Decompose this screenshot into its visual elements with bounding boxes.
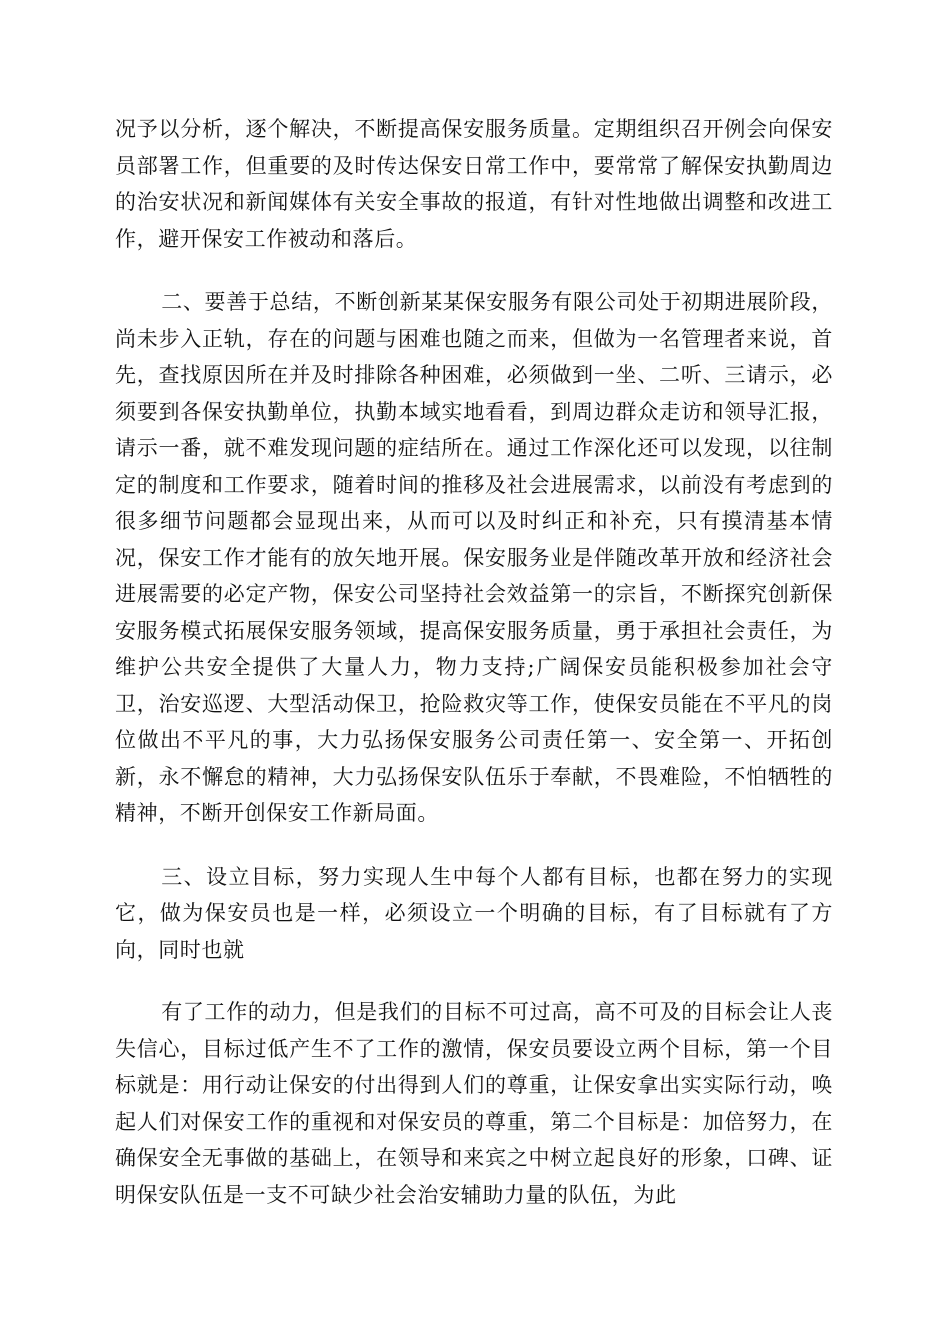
document-page [115,111,833,1213]
paragraph-2: 二、要善于总结，不断创新某某保安服务有限公司处于初期进展阶段，尚未步入正轨，存在的问题与困难也随之而来，但做为一名管理者来说，首先，查找原因所在并及时排除各种困难，必须做到一坐、二听、三请示，必须要到各保安执勤单位，执勤本域实地看看，到周边群众走访和领导汇报，请示一番，就不难发现问题的症结所在。通过工作深化还可以发现，以往制定的制度和工作要求，随着时间的推移及社会进展需求，以前没有考虑到的很多细节问题都会显现出来，从而可以及时纠正和补充，只有摸清基本情况，保安工作才能有的放矢地开展。保安服务业是伴随改革开放和经济社会进展需要的必定产物，保安公司坚持社会效益第一的宗旨，不断探究创新保安服务模式拓展保安服务领域，提高保安服务质量，勇于承担社会责任，为维护公共安全提供了大量人力，物力支持;广阔保安员能积极参加社会守卫，治安巡逻、大型活动保卫，抢险救灾等工作，使保安员能在不平凡的岗位做出不平凡的事，大力弘扬保安服务公司责任第一、安全第一、开拓创新，永不懈怠的精神，大力弘扬保安队伍乐于奉献，不畏难险，不怕牺牲的精神，不断开创保安工作新局面。 [115,290,833,825]
paragraph-4: 有了工作的动力，但是我们的目标不可过高，高不可及的目标会让人丧失信心，目标过低产生不了工作的激情，保安员要设立两个目标，第一个目标就是：用行动让保安的付出得到人们的尊重，让保安拿出实实际行动，唤起人们对保安工作的重视和对保安员的尊重，第二个目标是：加倍努力，在确保安全无事做的基础上，在领导和来宾之中树立起良好的形象，口碑、证明保安队伍是一支不可缺少社会治安辅助力量的队伍，为此 [115,1000,833,1207]
paragraph-1: 况予以分析，逐个解决，不断提高保安服务质量。定期组织召开例会向保安员部署工作，但重要的及时传达保安日常工作中，要常常了解保安执勤周边的治安状况和新闻媒体有关安全事故的报道，有针对性地做出调整和改进工作，避开保安工作被动和落后。 [115,117,833,251]
paragraph-3: 三、设立目标，努力实现人生中每个人都有目标，也都在努力的实现它，做为保安员也是一样，必须设立一个明确的目标，有了目标就有了方向，同时也就 [115,864,833,962]
